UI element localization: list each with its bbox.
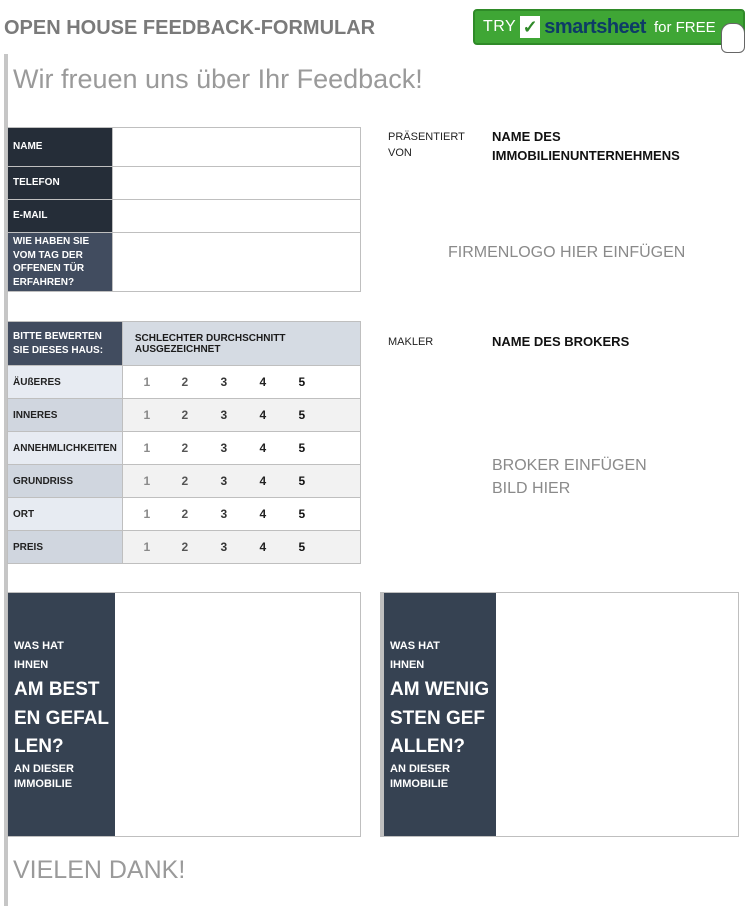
score-2[interactable]: 2 (181, 474, 189, 488)
score-options (122, 366, 360, 399)
broker-photo-line-1: BROKER EINFÜGEN (492, 457, 647, 474)
score-1[interactable]: 1 (143, 474, 151, 488)
least-pre: IHNEN (390, 659, 425, 672)
score-1[interactable]: 1 (143, 507, 151, 521)
thank-you-footer: VIELEN DANK! (13, 856, 186, 884)
score-options (122, 465, 360, 498)
table-row (8, 128, 361, 167)
score-5[interactable]: 5 (298, 375, 306, 389)
liked-most-label (8, 593, 115, 836)
table-row (8, 167, 361, 200)
score-3[interactable]: 3 (220, 441, 228, 455)
liked-least-box (380, 592, 739, 837)
email-field[interactable] (113, 200, 361, 233)
form-title: OPEN HOUSE FEEDBACK-FORMULAR (4, 17, 376, 39)
name-field[interactable] (113, 128, 361, 167)
liked-line-1: WAS HAT (14, 639, 64, 652)
score-2[interactable]: 2 (181, 408, 189, 422)
liked-question: AM BESTEN GEFALLEN? (14, 679, 110, 758)
broker-photo-line-2: BILD HIER (492, 480, 571, 498)
score-5[interactable]: 5 (298, 408, 306, 422)
logo-placeholder: FIRMENLOGO HIER EINFÜGEN (448, 244, 686, 261)
score-5[interactable]: 5 (298, 540, 306, 554)
score-3[interactable]: 3 (220, 540, 228, 554)
score-4[interactable]: 4 (259, 507, 267, 521)
table-row (8, 233, 361, 292)
checkmark-icon: ✓ (520, 16, 540, 38)
table-row (8, 465, 361, 498)
rating-row-label: PREIS (8, 531, 123, 564)
field-label: TELEFON (8, 167, 113, 200)
score-4[interactable]: 4 (259, 408, 267, 422)
liked-least-label (384, 593, 496, 836)
pointer-hand-icon (721, 23, 745, 53)
field-label: E-MAIL (8, 200, 113, 233)
phone-field[interactable] (113, 167, 361, 200)
broker-photo-placeholder (492, 454, 647, 500)
score-1[interactable]: 1 (143, 408, 151, 422)
score-4[interactable]: 4 (259, 540, 267, 554)
field-label: WIE HABEN SIE VOM TAG DER OFFENEN TÜR ERFAHREN? (8, 233, 113, 292)
score-2[interactable]: 2 (181, 375, 189, 389)
table-row (8, 322, 361, 366)
try-label: TRY (483, 18, 517, 35)
free-label: for FREE (653, 18, 716, 36)
rating-scale-label: SCHLECHTER DURCHSCHNITT AUSGEZEICHNET (122, 322, 360, 366)
score-1[interactable]: 1 (143, 375, 151, 389)
score-options (122, 399, 360, 432)
rating-row-label: GRUNDRISS (8, 465, 123, 498)
liked-least-field[interactable] (496, 593, 738, 836)
table-row (8, 200, 361, 233)
table-row (8, 531, 361, 564)
score-5[interactable]: 5 (298, 441, 306, 455)
score-2[interactable]: 2 (181, 507, 189, 521)
table-row (8, 498, 361, 531)
rating-row-label: INNERES (8, 399, 123, 432)
liked-pre: IHNEN (14, 659, 49, 672)
broker-label: MAKLER (388, 336, 434, 348)
score-3[interactable]: 3 (220, 408, 228, 422)
liked-most-field[interactable] (115, 593, 360, 836)
rating-row-label: ANNEHMLICHKEITEN (8, 432, 123, 465)
least-question: AM WENIGSTEN GEFALLEN? (390, 679, 490, 758)
least-post: AN DIESER IMMOBILIE (390, 762, 450, 791)
score-3[interactable]: 3 (220, 507, 228, 521)
table-row (8, 399, 361, 432)
score-4[interactable]: 4 (259, 474, 267, 488)
score-1[interactable]: 1 (143, 441, 151, 455)
score-5[interactable]: 5 (298, 474, 306, 488)
least-line-1: WAS HAT (390, 639, 440, 652)
score-2[interactable]: 2 (181, 441, 189, 455)
liked-post: AN DIESER IMMOBILIE (14, 762, 74, 791)
presented-by-label: PRÄSENTIERT VON (388, 131, 465, 159)
table-row (8, 432, 361, 465)
score-2[interactable]: 2 (181, 540, 189, 554)
smartsheet-logo-text: smartsheet (544, 15, 646, 38)
contact-table (7, 127, 361, 292)
liked-most-box (7, 592, 361, 837)
score-1[interactable]: 1 (143, 540, 151, 554)
table-row (8, 366, 361, 399)
try-smartsheet-button[interactable] (473, 9, 745, 45)
rating-row-label: ÄUßERES (8, 366, 123, 399)
feedback-heading: Wir freuen uns über Ihr Feedback! (13, 64, 423, 94)
company-name: NAME DES IMMOBILIENUNTERNEHMENS (492, 129, 680, 163)
score-5[interactable]: 5 (298, 507, 306, 521)
score-options (122, 498, 360, 531)
rating-header-label: BITTE BEWERTEN SIE DIESES HAUS: (8, 322, 123, 366)
score-4[interactable]: 4 (259, 375, 267, 389)
score-3[interactable]: 3 (220, 474, 228, 488)
score-3[interactable]: 3 (220, 375, 228, 389)
rating-table (7, 321, 361, 564)
rating-row-label: ORT (8, 498, 123, 531)
broker-name: NAME DES BROKERS (492, 334, 630, 349)
score-options (122, 432, 360, 465)
score-4[interactable]: 4 (259, 441, 267, 455)
source-field[interactable] (113, 233, 361, 292)
field-label: NAME (8, 128, 113, 167)
score-options (122, 531, 360, 564)
